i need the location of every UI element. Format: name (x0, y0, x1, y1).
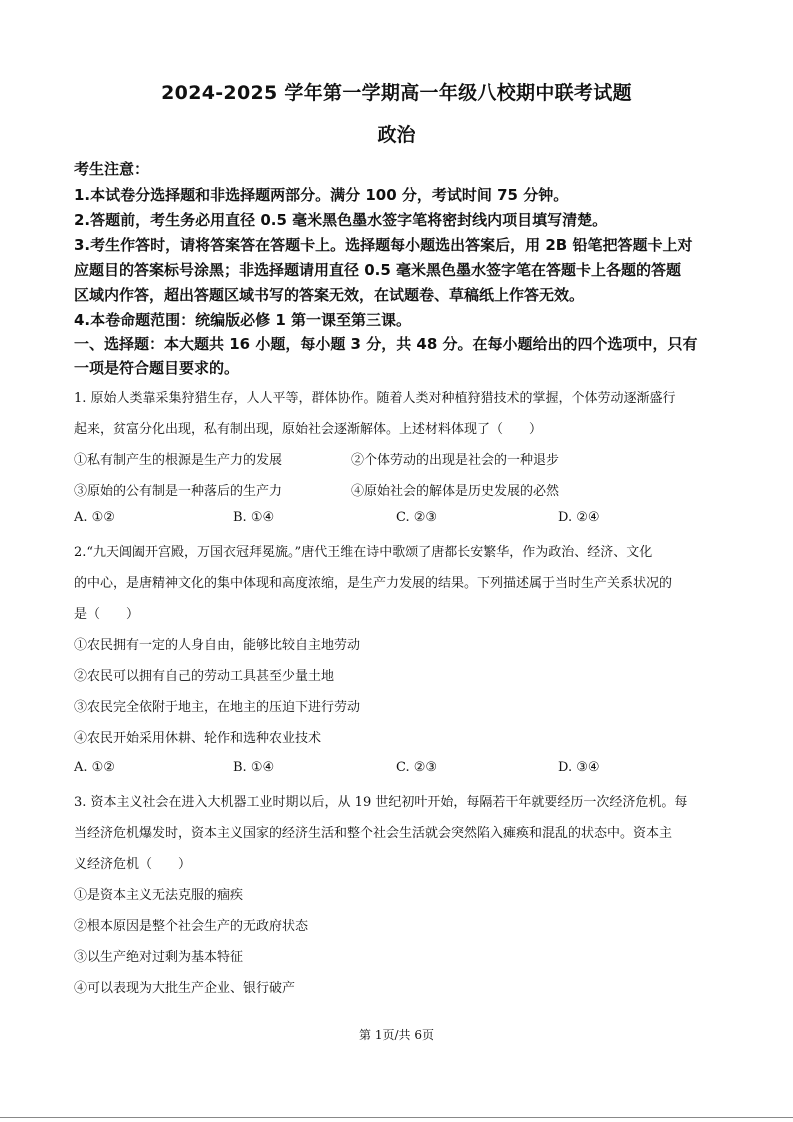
notice-item: 2.答题前，考生务必用直径 0.5 毫米黑色墨水签字笔将密封线内项目填写清楚。 (74, 211, 608, 229)
notice-heading: 考生注意： (74, 160, 150, 178)
q2-stem: 是（ ） (74, 607, 140, 622)
notice-item: 应题目的答案标号涂黑；非选择题请用直径 0.5 毫米黑色墨水签字笔在答题卡上各题的答题 (74, 261, 682, 279)
q3-statement-3: ③以生产绝对过剩为基本特征 (74, 950, 244, 965)
q1-statement-2: ②个体劳动的出现是社会的一种退步 (351, 453, 560, 468)
q2-stem: 2.“九天阊阖开宫殿，万国衣冠拜冕旒。”唐代王维在诗中歌颂了唐都长安繁华，作为政治、经济、文化 (74, 545, 653, 560)
q3-statement-1: ①是资本主义无法克服的痼疾 (74, 888, 244, 903)
section-heading-cont: 一项是符合题目要求的。 (74, 359, 240, 377)
q2-statement-2: ②农民可以拥有自己的劳动工具甚至少量土地 (74, 669, 335, 684)
q1-stem: 起来，贫富分化出现，私有制出现，原始社会逐渐解体。上述材料体现了（ ） (74, 422, 543, 437)
q2-statement-3: ③农民完全依附于地主，在地主的压迫下进行劳动 (74, 700, 361, 715)
q3-stem: 3. 资本主义社会在进入大机器工业时期以后，从 19 世纪初叶开始，每隔若干年就要经历一次经济危机。每 (74, 795, 688, 810)
q1-option-d: D. ②④ (558, 510, 600, 525)
q2-option-a: A. ①② (74, 760, 115, 775)
q1-option-b: B. ①④ (233, 510, 275, 525)
q1-stem: 1. 原始人类靠采集狩猎生存，人人平等，群体协作。随着人类对种植狩猎技术的掌握，个体劳动逐渐盛行 (74, 391, 676, 406)
q1-statement-1: ①私有制产生的根源是生产力的发展 (74, 453, 283, 468)
q1-option-a: A. ①② (74, 510, 115, 525)
q2-stem: 的中心，是唐精神文化的集中体现和高度浓缩，是生产力发展的结果。下列描述属于当时生产关系状况的 (74, 576, 673, 591)
section-heading: 一、选择题：本大题共 16 小题，每小题 3 分，共 48 分。在每小题给出的四个选项中，只有 (74, 335, 698, 353)
q2-statement-4: ④农民开始采用休耕、轮作和选种农业技术 (74, 731, 322, 746)
notice-item: 3.考生作答时，请将答案答在答题卡上。选择题每小题选出答案后，用 2B 铅笔把答题卡上对 (74, 236, 693, 254)
subject-title: 政治 (377, 124, 416, 146)
notice-item: 4.本卷命题范围：统编版必修 1 第一课至第三课。 (74, 311, 412, 329)
q2-option-d: D. ③④ (558, 760, 600, 775)
q3-stem: 义经济危机（ ） (74, 857, 192, 872)
q1-statement-4: ④原始社会的解体是历史发展的必然 (351, 484, 560, 499)
q2-statement-1: ①农民拥有一定的人身自由，能够比较自主地劳动 (74, 638, 361, 653)
q2-option-c: C. ②③ (396, 760, 438, 775)
q1-option-c: C. ②③ (396, 510, 438, 525)
page-number: 第 1页/共 6页 (359, 1028, 434, 1042)
notice-item: 区域内作答，超出答题区域书写的答案无效，在试题卷、草稿纸上作答无效。 (74, 286, 585, 304)
bottom-divider (0, 1117, 793, 1118)
q3-stem: 当经济危机爆发时，资本主义国家的经济生活和整个社会生活就会突然陷入瘫痪和混乱的状态中。资本主 (74, 826, 673, 841)
q2-option-b: B. ①④ (233, 760, 275, 775)
notice-item: 1.本试卷分选择题和非选择题两部分。满分 100 分，考试时间 75 分钟。 (74, 186, 569, 204)
q3-statement-2: ②根本原因是整个社会生产的无政府状态 (74, 919, 309, 934)
q1-statement-3: ③原始的公有制是一种落后的生产力 (74, 484, 283, 499)
exam-title: 2024-2025 学年第一学期高一年级八校期中联考试题 (161, 82, 632, 104)
q3-statement-4: ④可以表现为大批生产企业、银行破产 (74, 981, 296, 996)
